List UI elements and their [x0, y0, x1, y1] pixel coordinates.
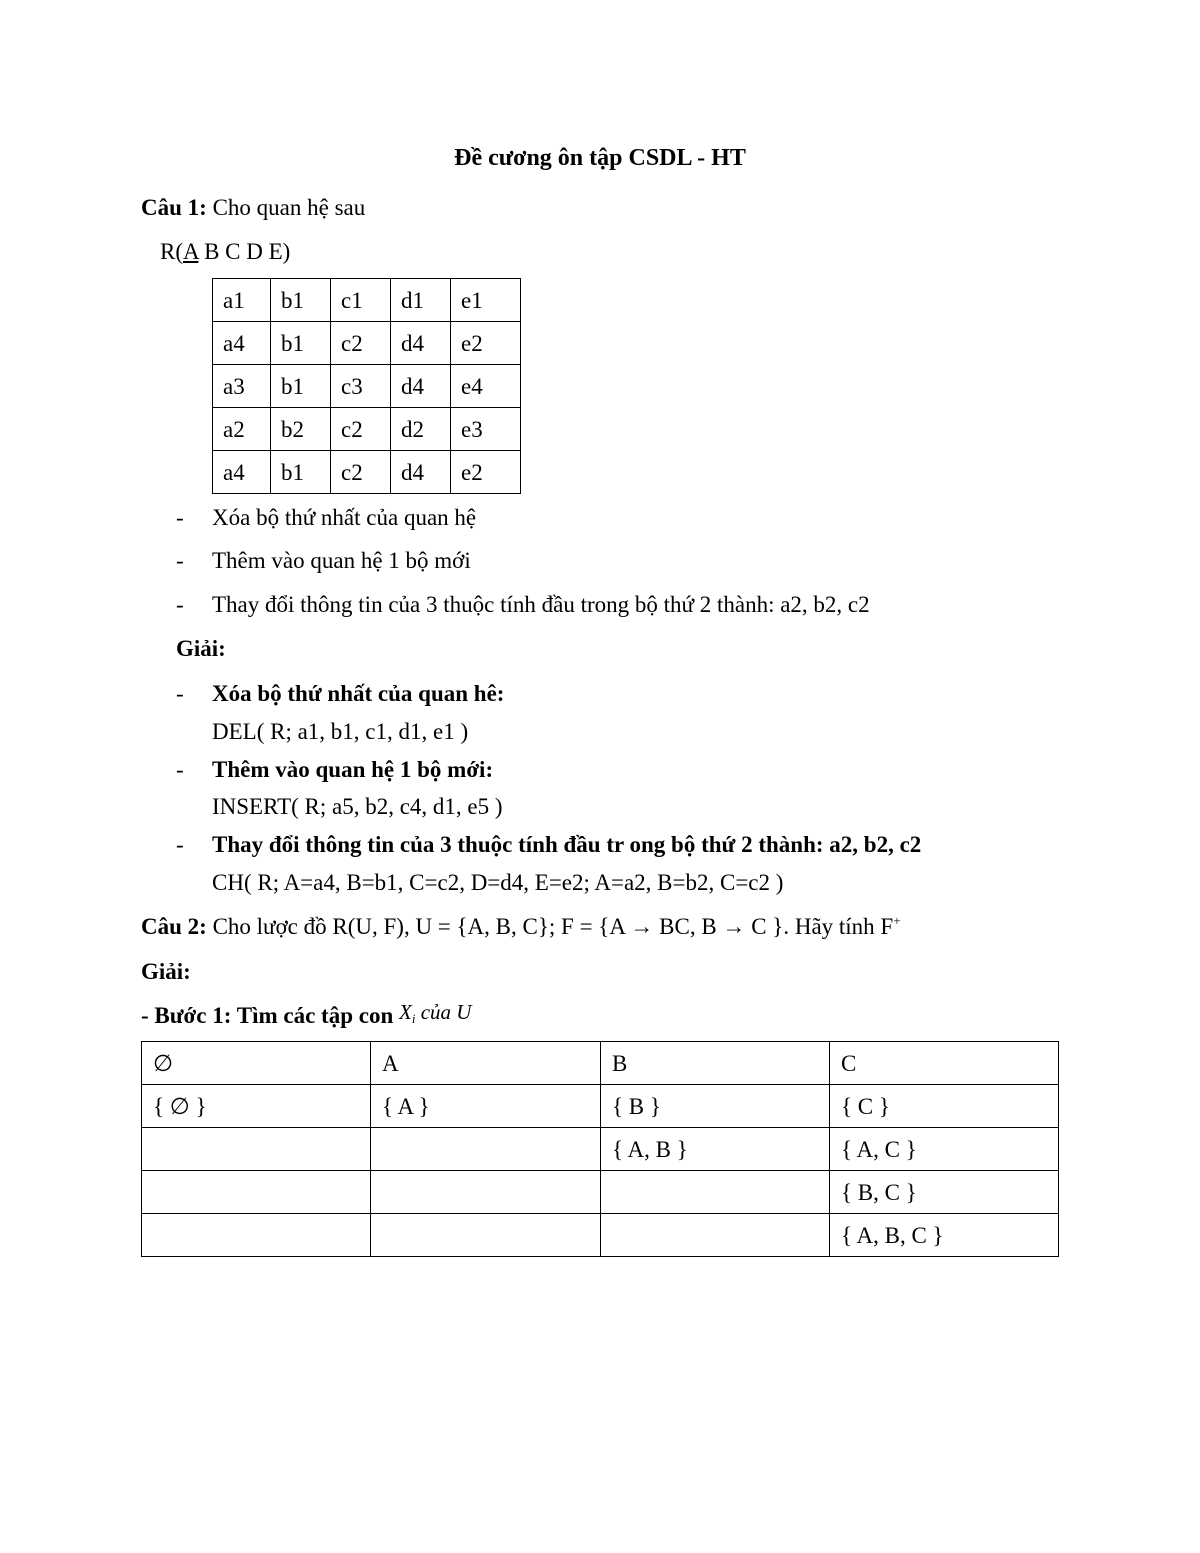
relation-cell: a1 [213, 279, 271, 322]
subset-cell: { A, B, C } [830, 1214, 1059, 1257]
relation-cell: b1 [271, 322, 331, 365]
solution-1-code: DEL( R; a1, b1, c1, d1, e1 ) [212, 719, 469, 744]
relation-cell: a4 [213, 322, 271, 365]
subset-of-u: của U [415, 1000, 472, 1024]
subset-cell [142, 1214, 371, 1257]
subset-row [142, 1042, 1059, 1085]
relation-row [213, 279, 521, 322]
subset-index: i [411, 1011, 416, 1026]
closure-superscript: + [893, 913, 901, 928]
subset-variable: X [399, 1000, 412, 1024]
solution-1-label: Giải: [176, 636, 226, 661]
solution-3-code: CH( R; A=a4, B=b1, C=c2, D=d4, E=e2; A=a2, B=b2, C=c2 ) [212, 870, 784, 895]
relation-cell: d2 [391, 408, 451, 451]
relation-cell: c1 [331, 279, 391, 322]
subset-cell: { B, C } [830, 1171, 1059, 1214]
relation-cell: a4 [213, 451, 271, 494]
solution-3-heading: Thay đổi thông tin của 3 thuộc tính đầu tr ong bộ thứ 2 thành: a2, b2, c2 [212, 832, 922, 857]
page-title: Đề cương ôn tập CSDL - HT [454, 145, 746, 171]
subset-cell: { ∅ } [142, 1085, 371, 1128]
relation-row [213, 408, 521, 451]
subset-table [141, 1041, 1059, 1257]
solution-2-label: Giải: [141, 959, 191, 984]
subset-cell: B [601, 1042, 830, 1085]
relation-attributes: B C D E) [198, 239, 291, 264]
task-dash: - [176, 592, 184, 617]
subset-cell: { A } [371, 1085, 601, 1128]
relation-cell: c2 [331, 451, 391, 494]
solution-dash: - [176, 757, 184, 782]
question-2-label: Câu 2: [141, 914, 207, 939]
relation-row [213, 365, 521, 408]
subset-row [142, 1214, 1059, 1257]
relation-row [213, 451, 521, 494]
relation-cell: c2 [331, 408, 391, 451]
task-1: Xóa bộ thứ nhất của quan hệ [212, 505, 477, 530]
subset-cell: { A, B } [601, 1128, 830, 1171]
subset-cell [601, 1171, 830, 1214]
relation-cell: b2 [271, 408, 331, 451]
subset-cell [371, 1128, 601, 1171]
relation-cell: d1 [391, 279, 451, 322]
solution-2-code: INSERT( R; a5, b2, c4, d1, e5 ) [212, 794, 503, 819]
relation-cell: c2 [331, 322, 391, 365]
task-2: Thêm vào quan hệ 1 bộ mới [212, 548, 471, 573]
relation-schema [160, 240, 290, 263]
relation-name: R( [160, 239, 183, 264]
relation-cell: b1 [271, 451, 331, 494]
task-dash: - [176, 505, 184, 530]
subset-cell: { A, C } [830, 1128, 1059, 1171]
subset-cell [371, 1214, 601, 1257]
relation-cell: d4 [391, 322, 451, 365]
relation-cell: d4 [391, 451, 451, 494]
subset-cell: A [371, 1042, 601, 1085]
solution-dash: - [176, 832, 184, 857]
question-1-text: Cho quan hệ sau [206, 195, 366, 220]
solution-1-heading: Xóa bộ thứ nhất của quan hê: [212, 681, 505, 706]
task-3: Thay đổi thông tin của 3 thuộc tính đầu trong bộ thứ 2 thành: a2, b2, c2 [212, 592, 870, 617]
relation-key: A [183, 239, 199, 264]
relation-cell: b1 [271, 365, 331, 408]
relation-cell: e3 [451, 408, 521, 451]
question-1 [141, 196, 365, 219]
step-1-text: - Bước 1: Tìm các tập con [141, 1003, 399, 1028]
subset-row [142, 1128, 1059, 1171]
relation-cell: e1 [451, 279, 521, 322]
subset-row [142, 1171, 1059, 1214]
relation-row [213, 322, 521, 365]
relation-table [212, 278, 521, 494]
question-2-text: Cho lược đồ R(U, F), U = {A, B, C}; F = {A → BC, B → C }. Hãy tính F [206, 914, 894, 939]
relation-cell: e4 [451, 365, 521, 408]
subset-cell [601, 1214, 830, 1257]
relation-cell: a3 [213, 365, 271, 408]
relation-cell: e2 [451, 451, 521, 494]
question-1-label: Câu 1: [141, 195, 207, 220]
subset-cell: C [830, 1042, 1059, 1085]
subset-cell [142, 1171, 371, 1214]
subset-cell: { C } [830, 1085, 1059, 1128]
question-2 [141, 915, 901, 938]
relation-cell: e2 [451, 322, 521, 365]
solution-2-heading: Thêm vào quan hệ 1 bộ mới: [212, 757, 494, 782]
relation-cell: a2 [213, 408, 271, 451]
subset-cell [142, 1128, 371, 1171]
subset-cell: { B } [601, 1085, 830, 1128]
subset-cell: ∅ [142, 1042, 371, 1085]
task-dash: - [176, 548, 184, 573]
relation-cell: d4 [391, 365, 451, 408]
solution-dash: - [176, 681, 184, 706]
step-1 [141, 1000, 472, 1028]
subset-row [142, 1085, 1059, 1128]
relation-cell: c3 [331, 365, 391, 408]
step-1-var [399, 1000, 471, 1024]
relation-cell: b1 [271, 279, 331, 322]
subset-cell [371, 1171, 601, 1214]
